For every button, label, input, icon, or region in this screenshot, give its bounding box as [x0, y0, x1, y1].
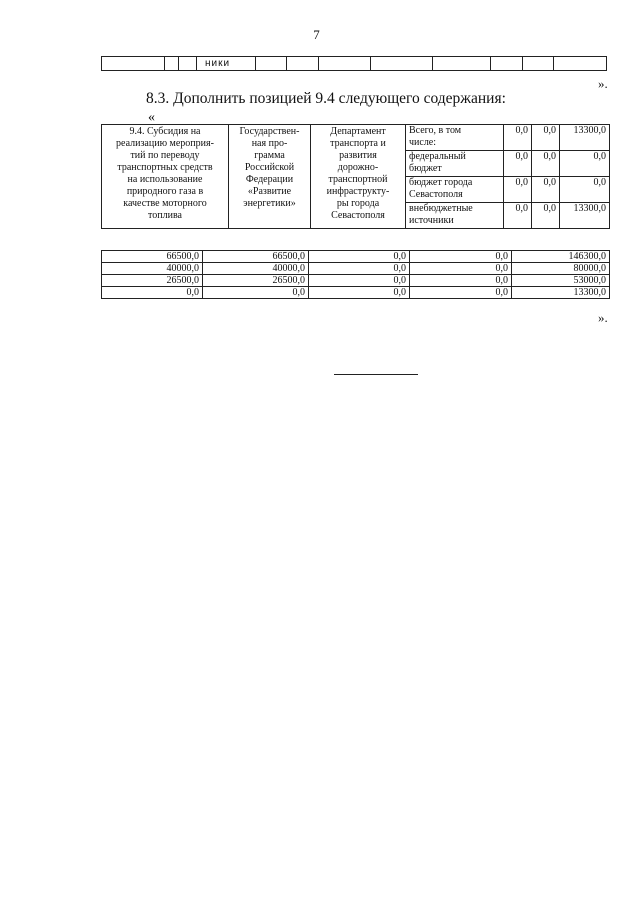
value-cell: 0,0 — [410, 287, 512, 299]
value-cell: 0,0 — [504, 125, 532, 151]
text-line: инфраструкту- — [326, 186, 390, 197]
value-cell: 26500,0 — [203, 275, 309, 287]
value-cell: 0,0 — [102, 287, 203, 299]
value-cell: 0,0 — [504, 151, 532, 177]
position-9-4-table — [101, 124, 610, 229]
closing-quote: ». — [598, 310, 608, 325]
text-line: топлива — [148, 210, 182, 221]
text-line: числе: — [409, 137, 437, 148]
executor-cell — [311, 125, 406, 229]
text-line: на использование — [127, 174, 203, 185]
table-cell — [102, 57, 165, 71]
table-row — [102, 287, 610, 299]
funding-source-cell — [406, 177, 504, 203]
continuation-table — [101, 250, 610, 299]
value-cell: 66500,0 — [203, 251, 309, 263]
value-cell: 0,0 — [309, 263, 410, 275]
value-cell: 40000,0 — [102, 263, 203, 275]
text-line: качестве моторного — [123, 198, 207, 209]
table-row — [102, 251, 610, 263]
text-line: Севастополя — [331, 210, 385, 221]
value-cell: 0,0 — [203, 287, 309, 299]
text-line: бюджет — [409, 163, 442, 174]
value-cell: 0,0 — [560, 151, 610, 177]
value-cell: 40000,0 — [203, 263, 309, 275]
text-line: развития — [339, 150, 377, 161]
previous-table-fragment — [101, 56, 607, 71]
text-line: источники — [409, 215, 454, 226]
funding-source-cell — [406, 125, 504, 151]
value-cell: 0,0 — [504, 203, 532, 229]
text-line: энергетики» — [243, 198, 296, 209]
text-line: дорожно- — [337, 162, 379, 173]
value-cell: 0,0 — [410, 263, 512, 275]
table-cell — [371, 57, 433, 71]
text-line: Государствен- — [239, 126, 300, 137]
value-cell: 53000,0 — [512, 275, 610, 287]
value-cell: 13300,0 — [560, 203, 610, 229]
text-line: Всего, в том — [409, 125, 462, 136]
text-line: бюджет города — [409, 177, 473, 188]
closing-quote: ». — [598, 76, 608, 91]
text-line: природного газа в — [126, 186, 204, 197]
value-cell: 146300,0 — [512, 251, 610, 263]
table-cell — [179, 57, 197, 71]
text-line: транспортных средств — [117, 162, 213, 173]
text-line: Российской — [244, 162, 295, 173]
table-row — [102, 263, 610, 275]
value-cell: 13300,0 — [560, 125, 610, 151]
value-cell: 80000,0 — [512, 263, 610, 275]
text-line: реализацию мероприя- — [116, 138, 214, 149]
value-cell: 0,0 — [309, 275, 410, 287]
table-cell — [433, 57, 491, 71]
text-line: внебюджетные — [409, 203, 473, 214]
text-line: «Развитие — [247, 186, 292, 197]
value-cell: 66500,0 — [102, 251, 203, 263]
text-line: тий по переводу — [130, 150, 200, 161]
table-cell — [319, 57, 371, 71]
value-cell: 0,0 — [309, 287, 410, 299]
funding-source-cell — [406, 151, 504, 177]
value-cell: 0,0 — [410, 275, 512, 287]
program-cell — [229, 125, 311, 229]
table-cell — [165, 57, 179, 71]
text-line: Департамент — [330, 126, 386, 137]
text-line: 9.4. Субсидия на — [129, 126, 201, 137]
value-cell: 0,0 — [532, 177, 560, 203]
end-rule-divider — [334, 374, 418, 375]
value-cell: 0,0 — [532, 151, 560, 177]
value-cell: 0,0 — [532, 203, 560, 229]
value-cell: 0,0 — [504, 177, 532, 203]
item-description-cell — [102, 125, 229, 229]
value-cell: 0,0 — [410, 251, 512, 263]
table-row — [102, 275, 610, 287]
text-line: ры города — [336, 198, 380, 209]
text-line: федеральный — [409, 151, 466, 162]
value-cell: 0,0 — [532, 125, 560, 151]
table-cell — [554, 57, 607, 71]
text-line: Севастополя — [409, 189, 463, 200]
value-cell: 26500,0 — [102, 275, 203, 287]
text-line: Федерации — [245, 174, 294, 185]
text-line: ная про- — [251, 138, 288, 149]
table-cell: ники — [197, 57, 256, 71]
section-heading: 8.3. Дополнить позицией 9.4 следующего содержания: — [146, 90, 506, 107]
table-cell — [491, 57, 523, 71]
text-line: транспортной — [328, 174, 388, 185]
table-cell — [256, 57, 287, 71]
opening-quote: « — [148, 110, 155, 125]
value-cell: 13300,0 — [512, 287, 610, 299]
text-line: транспорта и — [330, 138, 386, 149]
funding-source-cell — [406, 203, 504, 229]
text-line: грамма — [254, 150, 285, 161]
table-cell — [523, 57, 554, 71]
table-cell — [287, 57, 319, 71]
value-cell: 0,0 — [560, 177, 610, 203]
value-cell: 0,0 — [309, 251, 410, 263]
page-number: 7 — [313, 27, 320, 42]
